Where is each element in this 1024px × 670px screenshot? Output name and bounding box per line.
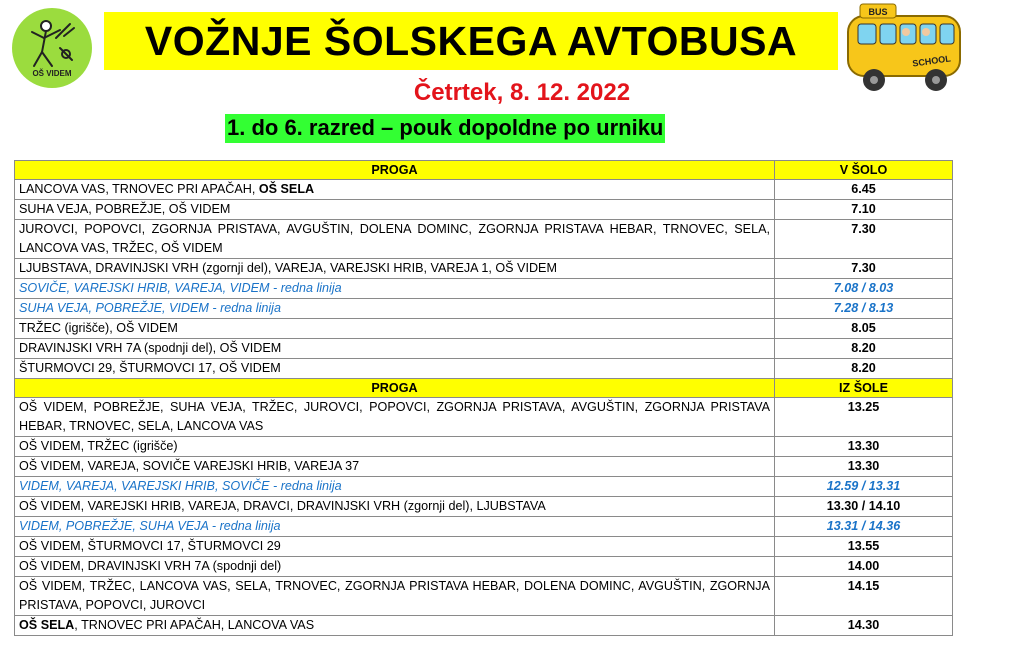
route-cell (15, 557, 775, 577)
route-text: OŠ VIDEM, TRŽEC (igrišče) (19, 439, 178, 453)
route-cell (15, 259, 775, 279)
route-cell (15, 220, 775, 259)
route-cell (15, 457, 775, 477)
route-bold-stop: OŠ SELA (258, 182, 315, 196)
route-cell (15, 200, 775, 220)
departure-time-cell: 13.30 (775, 437, 953, 457)
section-header-row (15, 161, 953, 180)
table-row (15, 616, 953, 636)
time-column-header: V ŠOLO (775, 161, 953, 180)
route-text: LANCOVA VAS, TRNOVEC PRI APAČAH, (19, 182, 259, 196)
title-banner (104, 12, 838, 70)
route-text: OŠ VIDEM, VAREJA, SOVIČE VAREJSKI HRIB, VAREJA 37 (19, 459, 360, 473)
route-cell (15, 359, 775, 379)
table-row (15, 259, 953, 279)
route-text: ŠTURMOVCI 29, ŠTURMOVCI 17, OŠ VIDEM (19, 361, 281, 375)
route-cell (15, 517, 775, 537)
route-cell (15, 299, 775, 319)
departure-time-cell: 13.30 / 14.10 (775, 497, 953, 517)
section-header-row (15, 379, 953, 398)
route-text: OŠ VIDEM, VAREJSKI HRIB, VAREJA, DRAVCI, DRAVINJSKI VRH (zgornji del), LJUBSTAVA (19, 499, 546, 513)
table-row (15, 457, 953, 477)
table-row (15, 497, 953, 517)
departure-time-cell: 7.28 / 8.13 (775, 299, 953, 319)
departure-time-cell: 7.30 (775, 259, 953, 279)
departure-time-cell: 13.31 / 14.36 (775, 517, 953, 537)
time-column-header: IZ ŠOLE (775, 379, 953, 398)
logo-text: OŠ VIDEM (32, 69, 72, 78)
table-row (15, 319, 953, 339)
route-column-header: PROGA (15, 379, 775, 398)
table-row (15, 359, 953, 379)
bus-schedule-table (14, 160, 953, 636)
route-text: SUHA VEJA, POBREŽJE, VIDEM - redna linija (19, 301, 281, 315)
route-cell (15, 319, 775, 339)
route-text: TRŽEC (igrišče), OŠ VIDEM (19, 321, 178, 335)
route-text: SUHA VEJA, POBREŽJE, OŠ VIDEM (19, 202, 231, 216)
table-row (15, 180, 953, 200)
route-text: , TRNOVEC PRI APAČAH, LANCOVA VAS (74, 618, 315, 632)
regular-line-row (15, 279, 953, 299)
regular-line-row (15, 299, 953, 319)
grade-subtitle: 1. do 6. razred – pouk dopoldne po urniku (225, 114, 665, 143)
route-text: VIDEM, VAREJA, VAREJSKI HRIB, SOVIČE - redna linija (19, 479, 342, 493)
departure-time-cell: 13.30 (775, 457, 953, 477)
route-text: VIDEM, POBREŽJE, SUHA VEJA - redna linija (19, 519, 281, 533)
departure-time-cell: 6.45 (775, 180, 953, 200)
schedule-body (15, 161, 953, 636)
route-cell (15, 180, 775, 200)
table-row (15, 537, 953, 557)
subtitle-wrap (225, 114, 665, 143)
route-text: SOVIČE, VAREJSKI HRIB, VAREJA, VIDEM - redna linija (19, 281, 342, 295)
bus-sign-text: BUS (868, 7, 888, 17)
table-row (15, 577, 953, 616)
route-bold-stop: OŠ SELA (19, 618, 75, 632)
table-row (15, 339, 953, 359)
departure-time-cell: 8.05 (775, 319, 953, 339)
departure-time-cell: 7.08 / 8.03 (775, 279, 953, 299)
schedule-date: Četrtek, 8. 12. 2022 (413, 79, 631, 106)
route-cell (15, 477, 775, 497)
table-row (15, 398, 953, 437)
route-text: LJUBSTAVA, DRAVINJSKI VRH (zgornji del), VAREJA, VAREJSKI HRIB, VAREJA 1, OŠ VIDEM (19, 261, 557, 275)
departure-time-cell: 14.15 (775, 577, 953, 616)
departure-time-cell: 7.10 (775, 200, 953, 220)
route-text: OŠ VIDEM, DRAVINJSKI VRH 7A (spodnji del) (19, 559, 282, 573)
route-cell (15, 437, 775, 457)
route-cell (15, 537, 775, 557)
school-logo (12, 8, 92, 88)
route-cell (15, 279, 775, 299)
table-row (15, 200, 953, 220)
table-row (15, 437, 953, 457)
table-row (15, 220, 953, 259)
route-cell (15, 616, 775, 636)
route-text: DRAVINJSKI VRH 7A (spodnji del), OŠ VIDEM (19, 341, 282, 355)
route-text: OŠ VIDEM, POBREŽJE, SUHA VEJA, TRŽEC, JUROVCI, POPOVCI, ZGORNJA PRISTAVA, AVGUŠTIN, ZGORNJA PRISTAVA HEBAR, TRNOVEC, SELA, LANCOVA VAS (19, 400, 770, 433)
route-cell (15, 339, 775, 359)
table-row (15, 557, 953, 577)
page-title: VOŽNJE ŠOLSKEGA AVTOBUSA (144, 17, 798, 64)
route-cell (15, 398, 775, 437)
departure-time-cell: 13.55 (775, 537, 953, 557)
departure-time-cell: 8.20 (775, 339, 953, 359)
departure-time-cell: 14.00 (775, 557, 953, 577)
regular-line-row (15, 517, 953, 537)
route-text: OŠ VIDEM, ŠTURMOVCI 17, ŠTURMOVCI 29 (19, 539, 281, 553)
departure-time-cell: 12.59 / 13.31 (775, 477, 953, 497)
regular-line-row (15, 477, 953, 497)
route-text: OŠ VIDEM, TRŽEC, LANCOVA VAS, SELA, TRNOVEC, ZGORNJA PRISTAVA HEBAR, DOLENA DOMINC, AVGUŠTIN, ZGORNJA PRISTAVA, POPOVCI, JUROVCI (19, 579, 770, 612)
route-text: JUROVCI, POPOVCI, ZGORNJA PRISTAVA, AVGUŠTIN, DOLENA DOMINC, ZGORNJA PRISTAVA HEBAR, TRNOVEC, SELA, LANCOVA VAS, TRŽEC, OŠ VIDEM (19, 222, 770, 255)
departure-time-cell: 7.30 (775, 220, 953, 259)
route-column-header: PROGA (15, 161, 775, 180)
departure-time-cell: 8.20 (775, 359, 953, 379)
bus-label-text: SCHOOL (911, 53, 952, 69)
departure-time-cell: 13.25 (775, 398, 953, 437)
route-cell (15, 577, 775, 616)
departure-time-cell: 14.30 (775, 616, 953, 636)
route-cell (15, 497, 775, 517)
